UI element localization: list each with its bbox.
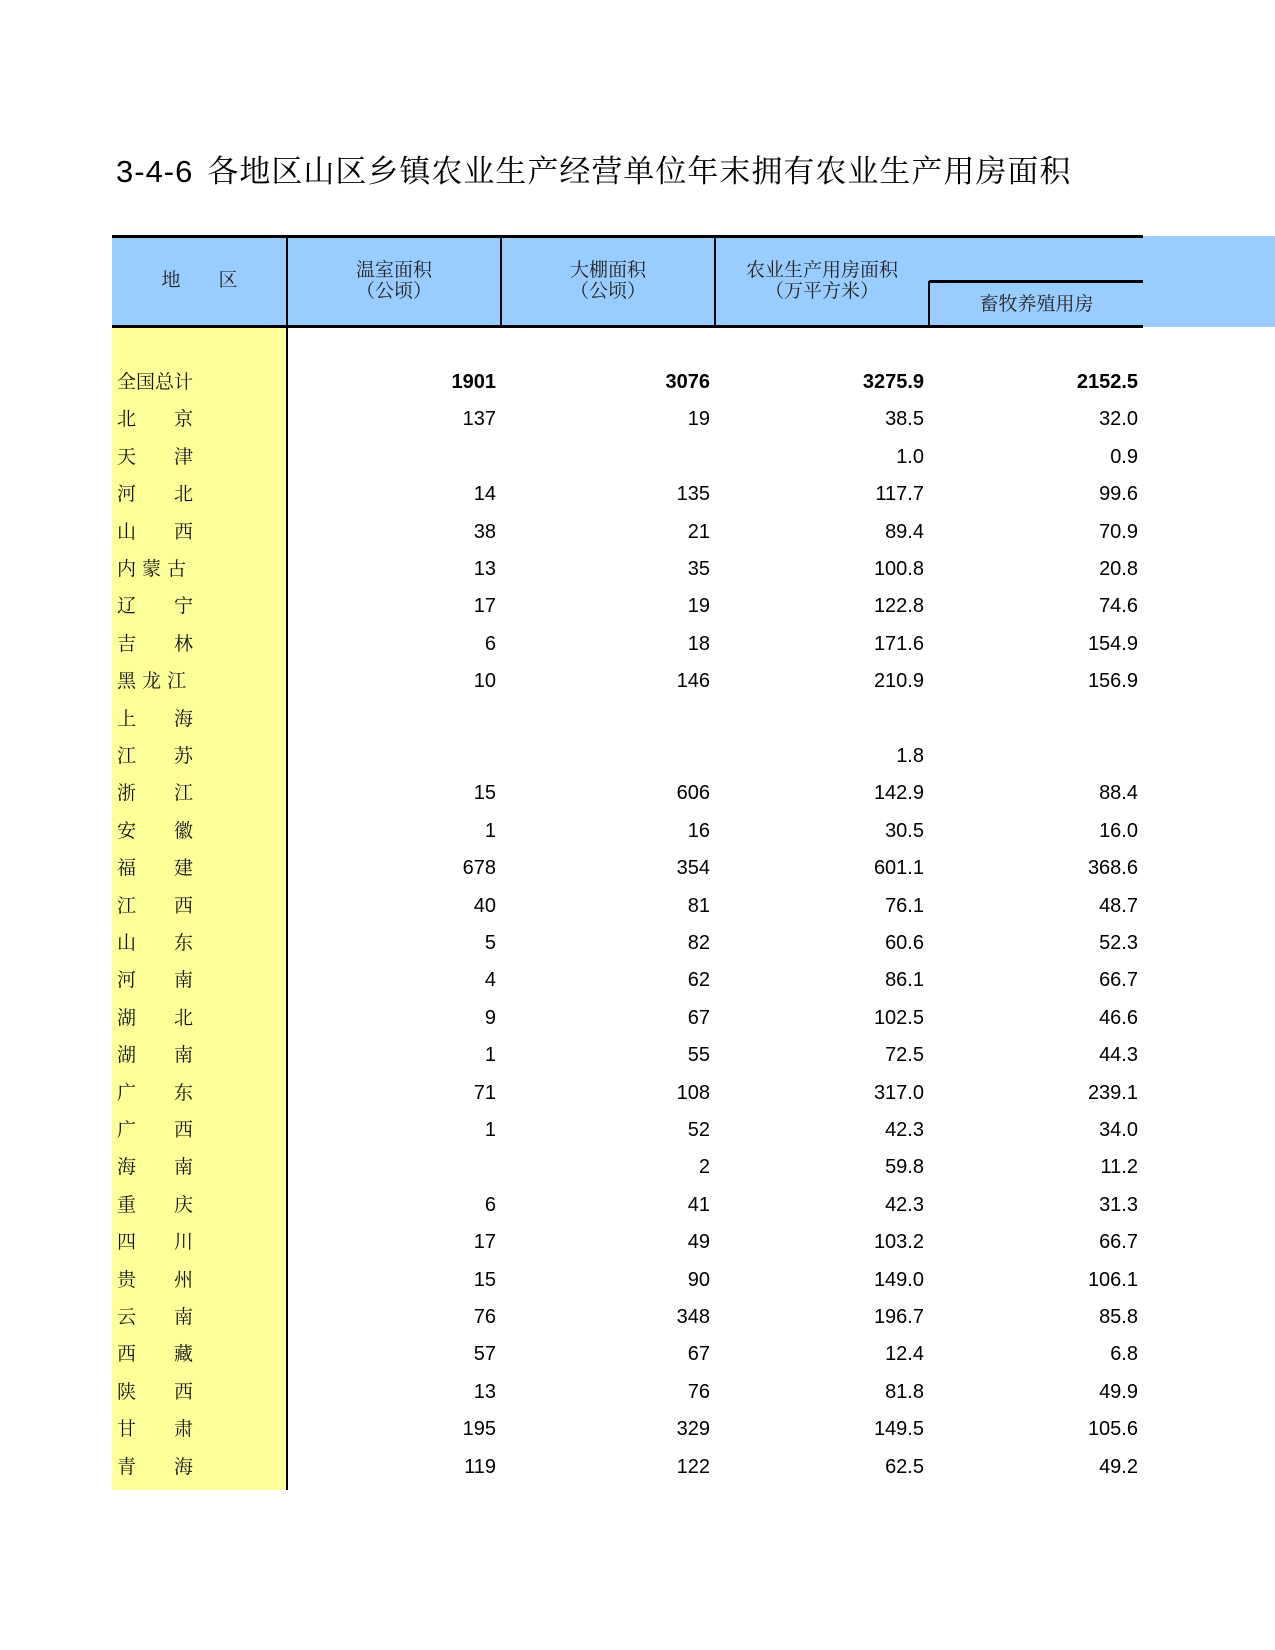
region-cell: 全国总计 (117, 371, 194, 393)
livestock-cell: 156.9 (1087, 670, 1138, 693)
shed-cell: 81 (687, 894, 710, 917)
building-cell: 72.5 (885, 1044, 924, 1067)
region-cell: 黑 龙 江 (117, 670, 187, 693)
building-cell: 42.3 (885, 1119, 924, 1141)
header-top-border (112, 235, 1143, 238)
livestock-cell: 20.8 (1099, 558, 1138, 580)
building-cell: 86.1 (885, 969, 924, 992)
shed-cell: 3076 (665, 371, 710, 393)
table-row (112, 850, 1143, 887)
livestock-cell: 105.6 (1087, 1418, 1138, 1441)
livestock-cell: 31.3 (1099, 1193, 1138, 1216)
greenhouse-cell: 9 (484, 1006, 496, 1029)
table-row (112, 1449, 1143, 1486)
building-cell: 3275.9 (862, 371, 924, 393)
greenhouse-cell: 17 (473, 595, 496, 618)
livestock-cell: 85.8 (1099, 1306, 1138, 1328)
building-cell: 1.0 (896, 445, 924, 468)
building-cell: 81.8 (885, 1380, 924, 1403)
shed-cell: 62 (687, 969, 710, 992)
shed-cell: 348 (676, 1306, 710, 1328)
header-building-label: 农业生产用房面积 (745, 259, 898, 281)
header-shed (502, 260, 714, 302)
table-row (112, 663, 1143, 700)
greenhouse-cell: 119 (464, 1455, 496, 1478)
livestock-cell: 74.6 (1099, 595, 1138, 618)
greenhouse-cell: 4 (484, 969, 496, 992)
region-cell: 福 建 (117, 857, 194, 880)
page-title (116, 146, 1071, 191)
region-cell: 陕 西 (117, 1380, 194, 1403)
greenhouse-cell: 13 (473, 1380, 496, 1403)
livestock-cell: 52.3 (1099, 932, 1138, 954)
table-row-total (112, 364, 1143, 401)
table-row (112, 962, 1143, 999)
table-row (112, 1299, 1143, 1336)
greenhouse-cell: 5 (484, 932, 496, 954)
region-cell: 河 南 (117, 969, 194, 992)
table-row (112, 1037, 1143, 1074)
building-cell: 601.1 (873, 857, 924, 880)
building-cell: 1.8 (896, 745, 924, 767)
greenhouse-cell: 1 (484, 1119, 496, 1141)
region-cell: 吉 林 (117, 632, 194, 655)
table-row (112, 738, 1143, 775)
table-row (112, 888, 1143, 925)
region-cell: 山 西 (117, 520, 194, 543)
greenhouse-cell: 6 (484, 632, 496, 655)
livestock-cell: 70.9 (1099, 520, 1138, 543)
shed-cell: 35 (687, 558, 710, 580)
shed-cell: 18 (687, 632, 710, 655)
region-cell: 贵 州 (117, 1268, 194, 1291)
shed-cell: 135 (676, 483, 710, 506)
table-code: 3-4-6 (116, 154, 194, 189)
livestock-cell: 34.0 (1099, 1119, 1138, 1141)
region-cell: 海 南 (117, 1156, 194, 1179)
building-cell: 117.7 (875, 483, 924, 506)
region-cell: 四 川 (117, 1231, 194, 1254)
livestock-cell: 0.9 (1110, 445, 1138, 468)
table-row (112, 775, 1143, 812)
region-cell: 北 京 (117, 408, 194, 431)
table-row (112, 476, 1143, 513)
greenhouse-cell: 15 (473, 1268, 496, 1291)
table-row (112, 701, 1143, 738)
greenhouse-cell: 195 (462, 1418, 496, 1441)
region-cell: 天 津 (117, 445, 194, 468)
table-row (112, 401, 1143, 438)
table-row (112, 626, 1143, 663)
table-row (112, 1187, 1143, 1224)
livestock-cell: 154.9 (1087, 632, 1138, 655)
header-region-label: 地 区 (161, 269, 238, 291)
shed-cell: 354 (676, 857, 710, 880)
shed-cell: 108 (676, 1081, 710, 1104)
building-cell: 122.8 (873, 595, 924, 618)
region-cell: 河 北 (117, 483, 194, 506)
region-cell: 山 东 (117, 932, 194, 954)
livestock-cell: 368.6 (1087, 857, 1138, 880)
shed-cell: 329 (676, 1418, 710, 1441)
greenhouse-cell: 1 (484, 1044, 496, 1067)
building-cell: 38.5 (885, 408, 924, 431)
header-shed-unit: （公顷） (569, 280, 646, 302)
shed-cell: 2 (698, 1156, 710, 1179)
table-row (112, 1374, 1143, 1411)
header-livestock-label: 畜牧养殖用房 (979, 293, 1094, 315)
shed-cell: 90 (687, 1268, 710, 1291)
region-cell: 西 藏 (117, 1343, 194, 1366)
building-cell: 76.1 (885, 894, 924, 917)
building-cell: 12.4 (885, 1343, 924, 1366)
livestock-cell: 44.3 (1099, 1044, 1138, 1067)
greenhouse-cell: 10 (473, 670, 496, 693)
region-cell: 江 西 (117, 894, 194, 917)
building-cell: 89.4 (885, 520, 924, 543)
greenhouse-cell: 14 (473, 483, 496, 506)
greenhouse-cell: 40 (473, 894, 496, 917)
greenhouse-cell: 17 (473, 1231, 496, 1254)
table-row (112, 1262, 1143, 1299)
building-cell: 42.3 (885, 1193, 924, 1216)
region-cell: 湖 北 (117, 1006, 194, 1029)
greenhouse-cell: 6 (484, 1193, 496, 1216)
greenhouse-cell: 57 (473, 1343, 496, 1366)
region-cell: 湖 南 (117, 1044, 194, 1067)
building-cell: 317.0 (873, 1081, 924, 1104)
greenhouse-cell: 1 (484, 819, 496, 842)
region-cell: 广 西 (117, 1119, 194, 1141)
livestock-cell: 49.9 (1099, 1380, 1138, 1403)
livestock-cell: 88.4 (1099, 782, 1138, 805)
table-row (112, 588, 1143, 625)
building-cell: 142.9 (873, 782, 924, 805)
header-greenhouse-label: 温室面积 (355, 259, 432, 281)
table-row (112, 1112, 1143, 1149)
region-cell: 内 蒙 古 (117, 558, 187, 580)
header-shed-label: 大棚面积 (569, 259, 646, 281)
greenhouse-cell: 15 (473, 782, 496, 805)
livestock-cell: 66.7 (1099, 969, 1138, 992)
shed-cell: 41 (687, 1193, 710, 1216)
livestock-cell: 11.2 (1100, 1156, 1138, 1179)
greenhouse-cell: 137 (462, 408, 496, 431)
shed-cell: 19 (687, 595, 710, 618)
header-greenhouse-unit: （公顷） (355, 280, 432, 302)
livestock-cell: 16.0 (1099, 819, 1138, 842)
shed-cell: 146 (676, 670, 710, 693)
shed-cell: 16 (687, 819, 710, 842)
table-title-text: 各地区山区乡镇农业生产经营单位年末拥有农业生产用房面积 (207, 154, 1072, 190)
shed-cell: 122 (676, 1455, 710, 1478)
shed-cell: 49 (687, 1231, 710, 1254)
building-cell: 171.6 (873, 632, 924, 655)
header-livestock (930, 294, 1143, 315)
table-row (112, 1224, 1143, 1261)
shed-cell: 19 (687, 408, 710, 431)
header-region (112, 270, 287, 291)
building-cell: 62.5 (885, 1455, 924, 1478)
building-cell: 30.5 (885, 819, 924, 842)
table-row (112, 1075, 1143, 1112)
livestock-cell: 49.2 (1099, 1455, 1138, 1478)
region-cell: 浙 江 (117, 782, 194, 805)
building-cell: 100.8 (873, 558, 924, 580)
region-cell: 上 海 (117, 707, 194, 730)
livestock-cell: 99.6 (1099, 483, 1138, 506)
table-row (112, 439, 1143, 476)
building-cell: 59.8 (885, 1156, 924, 1179)
header-bottom-border (112, 325, 1143, 328)
region-cell: 安 徽 (117, 819, 194, 842)
region-cell: 重 庆 (117, 1193, 194, 1216)
greenhouse-cell: 1901 (451, 371, 496, 393)
region-cell: 甘 肃 (117, 1418, 194, 1441)
greenhouse-cell: 38 (473, 520, 496, 543)
header-building-unit: （万平方米） (764, 280, 879, 302)
table-row (112, 514, 1143, 551)
livestock-cell: 106.1 (1087, 1268, 1138, 1291)
building-cell: 196.7 (873, 1306, 924, 1328)
region-cell: 云 南 (117, 1306, 194, 1328)
livestock-cell: 32.0 (1099, 408, 1138, 431)
shed-cell: 52 (687, 1119, 710, 1141)
building-cell: 149.0 (873, 1268, 924, 1291)
livestock-cell: 239.1 (1087, 1081, 1138, 1104)
building-cell: 103.2 (873, 1231, 924, 1254)
building-cell: 210.9 (873, 670, 924, 693)
shed-cell: 76 (687, 1380, 710, 1403)
livestock-cell: 6.8 (1110, 1343, 1138, 1366)
building-cell: 149.5 (873, 1418, 924, 1441)
livestock-cell: 48.7 (1099, 894, 1138, 917)
shed-cell: 55 (687, 1044, 710, 1067)
greenhouse-cell: 76 (473, 1306, 496, 1328)
shed-cell: 21 (687, 520, 710, 543)
table-row (112, 925, 1143, 962)
shed-cell: 67 (687, 1006, 710, 1029)
table-row (112, 813, 1143, 850)
building-cell: 102.5 (873, 1006, 924, 1029)
region-cell: 广 东 (117, 1081, 194, 1104)
table-row (112, 1149, 1143, 1186)
building-cell: 60.6 (885, 932, 924, 954)
table-row (112, 551, 1143, 588)
greenhouse-cell: 13 (473, 558, 496, 580)
shed-cell: 82 (687, 932, 710, 954)
header-greenhouse (288, 260, 500, 302)
table-row (112, 1336, 1143, 1373)
livestock-cell: 66.7 (1099, 1231, 1138, 1254)
greenhouse-cell: 71 (473, 1081, 496, 1104)
table-row (112, 1000, 1143, 1037)
header-sub-border (929, 280, 1143, 283)
region-cell: 青 海 (117, 1455, 194, 1478)
shed-cell: 606 (676, 782, 710, 805)
region-cell: 江 苏 (117, 745, 194, 767)
livestock-cell: 46.6 (1099, 1006, 1138, 1029)
table-row (112, 1411, 1143, 1448)
greenhouse-cell: 678 (462, 857, 496, 880)
shed-cell: 67 (687, 1343, 710, 1366)
region-cell: 辽 宁 (117, 595, 194, 618)
header-building (716, 260, 928, 302)
livestock-cell: 2152.5 (1076, 371, 1138, 393)
